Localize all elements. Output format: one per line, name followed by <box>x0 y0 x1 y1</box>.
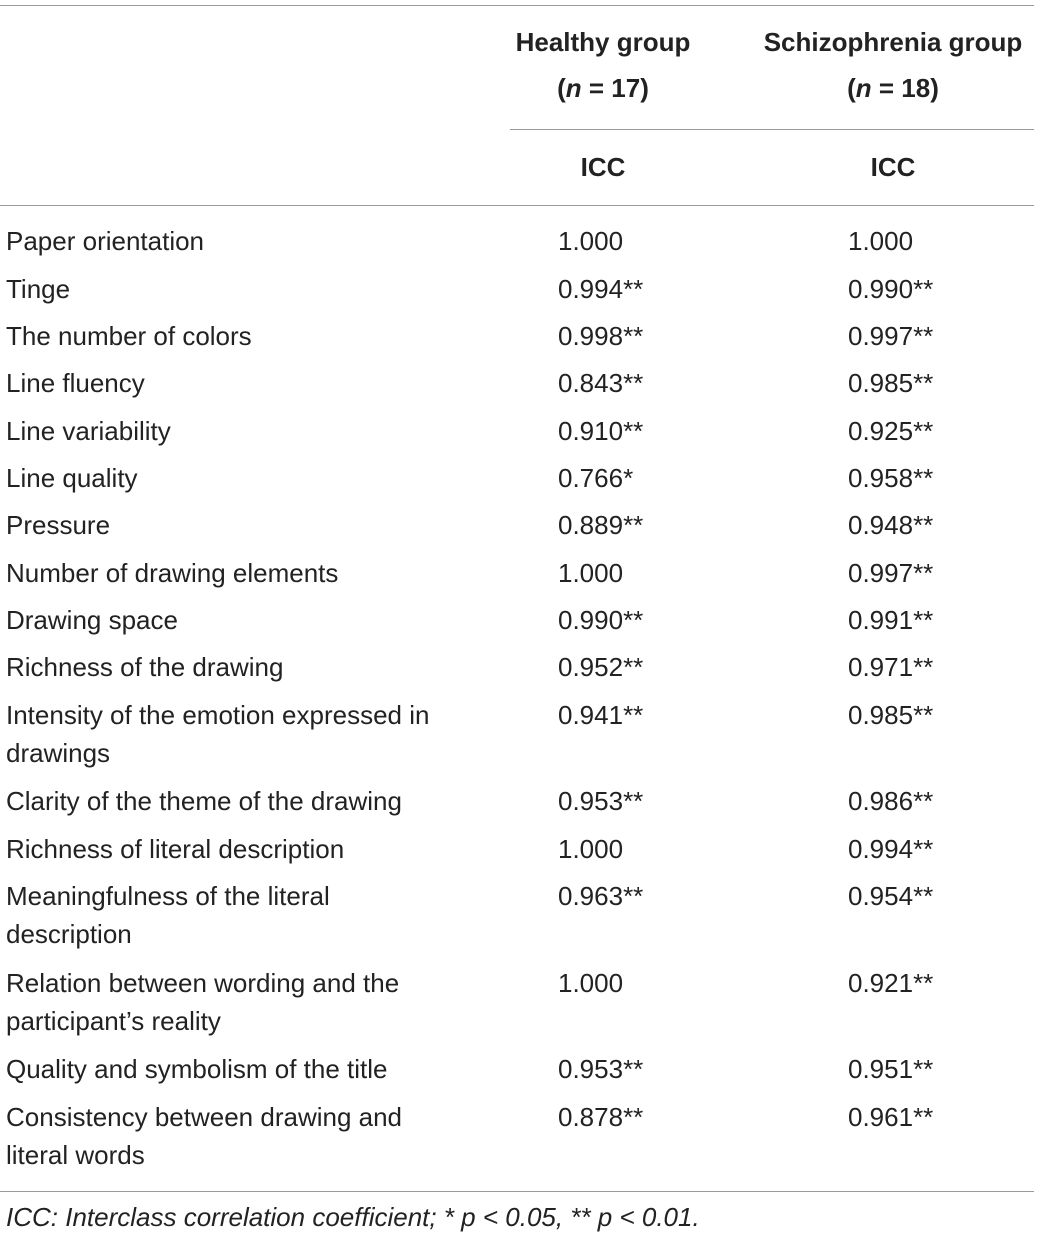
schizophrenia-icc-value: 0.921** <box>848 968 934 998</box>
row-label: Consistency between drawing and literal words <box>6 1102 403 1170</box>
row-label: Intensity of the emotion expressed in drawings <box>6 700 430 768</box>
healthy-icc-value: 0.963** <box>558 881 644 911</box>
healthy-icc-value: 1.000 <box>558 968 624 998</box>
row-label: Relation between wording and the participant’s reality <box>6 968 400 1036</box>
row-label: Quality and symbolism of the title <box>6 1054 388 1084</box>
schizophrenia-icc-header: ICC <box>870 152 916 182</box>
row-label: Richness of literal description <box>6 834 345 864</box>
schizophrenia-icc-value: 0.990** <box>848 274 934 304</box>
healthy-icc-value: 0.941** <box>558 700 644 730</box>
schizophrenia-icc-value: 0.951** <box>848 1054 934 1084</box>
schizophrenia-icc-value: 0.985** <box>848 700 934 730</box>
schizophrenia-icc-value: 0.954** <box>848 881 934 911</box>
schizophrenia-icc-value: 0.925** <box>848 416 934 446</box>
row-label: Line quality <box>6 463 138 493</box>
table-footnote: ICC: Interclass correlation coefficient; * p < 0.05, ** p < 0.01. <box>6 1202 700 1232</box>
schizophrenia-icc-value: 0.994** <box>848 834 934 864</box>
schizophrenia-icc-value: 0.971** <box>848 652 934 682</box>
table-top-rule <box>0 5 1034 6</box>
healthy-icc-value: 1.000 <box>558 558 624 588</box>
healthy-icc-value: 0.889** <box>558 510 644 540</box>
schizophrenia-group-n: (n = 18) <box>847 73 939 103</box>
schizophrenia-group-header <box>743 19 1043 111</box>
schizophrenia-icc-value: 0.985** <box>848 368 934 398</box>
healthy-icc-value: 0.878** <box>558 1102 644 1132</box>
row-label: The number of colors <box>6 321 252 351</box>
row-label: Meaningfulness of the literal description <box>6 881 330 949</box>
healthy-icc-value: 0.998** <box>558 321 644 351</box>
schizophrenia-icc-value: 0.991** <box>848 605 934 635</box>
header-spanner-rule <box>510 129 1034 130</box>
header-bottom-rule <box>0 205 1034 206</box>
row-label: Paper orientation <box>6 226 205 256</box>
table-bottom-rule <box>0 1191 1034 1192</box>
schizophrenia-icc-value: 0.986** <box>848 786 934 816</box>
schizophrenia-icc-value: 1.000 <box>848 226 914 256</box>
schizophrenia-icc-value: 0.958** <box>848 463 934 493</box>
schizophrenia-icc-value: 0.961** <box>848 1102 934 1132</box>
healthy-icc-value: 0.990** <box>558 605 644 635</box>
schizophrenia-group-title: Schizophrenia group <box>763 27 1023 57</box>
row-label: Clarity of the theme of the drawing <box>6 786 402 816</box>
row-label: Richness of the drawing <box>6 652 284 682</box>
schizophrenia-icc-value: 0.948** <box>848 510 934 540</box>
row-label: Line variability <box>6 416 171 446</box>
healthy-group-title: Healthy group <box>515 27 691 57</box>
healthy-group-n: (n = 17) <box>557 73 649 103</box>
row-label: Pressure <box>6 510 111 540</box>
schizophrenia-icc-value: 0.997** <box>848 321 934 351</box>
healthy-icc-value: 0.952** <box>558 652 644 682</box>
healthy-icc-value: 0.766* <box>558 463 634 493</box>
row-label: Number of drawing elements <box>6 558 339 588</box>
healthy-icc-value: 0.953** <box>558 786 644 816</box>
healthy-icc-value: 0.953** <box>558 1054 644 1084</box>
healthy-icc-value: 0.910** <box>558 416 644 446</box>
healthy-icc-header: ICC <box>580 152 626 182</box>
schizophrenia-icc-value: 0.997** <box>848 558 934 588</box>
healthy-icc-value: 1.000 <box>558 834 624 864</box>
healthy-icc-value: 0.843** <box>558 368 644 398</box>
row-label: Line fluency <box>6 368 145 398</box>
healthy-icc-value: 0.994** <box>558 274 644 304</box>
row-label: Drawing space <box>6 605 178 635</box>
healthy-group-header <box>453 19 753 111</box>
healthy-icc-value: 1.000 <box>558 226 624 256</box>
row-label: Tinge <box>6 274 71 304</box>
